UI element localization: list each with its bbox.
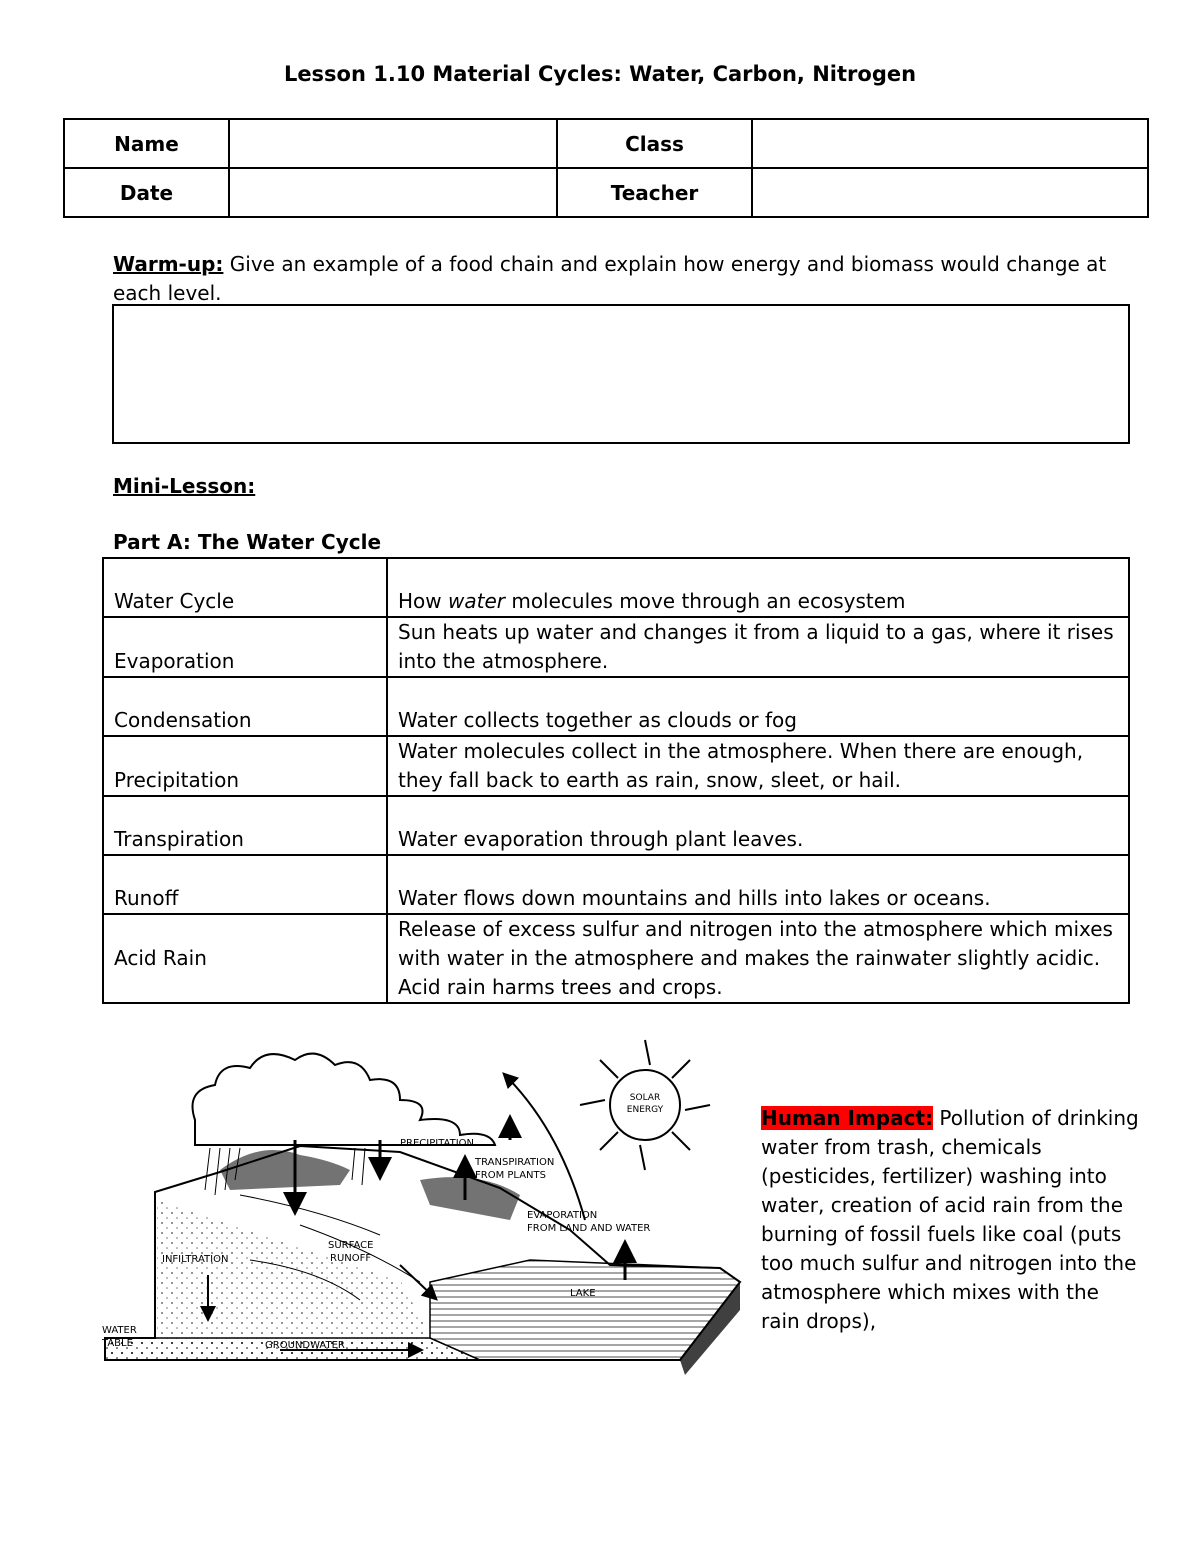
definition-cell: Sun heats up water and changes it from a liquid to a gas, where it rises into the atmosphere. <box>387 617 1129 677</box>
definition-cell: Release of excess sulfur and nitrogen into the atmosphere which mixes with water in the atmosphere and makes the rainwater slightly acidic. Acid rain harms trees and crops. <box>387 914 1129 1003</box>
groundwater-label: GROUNDWATER <box>265 1340 345 1351</box>
definition-cell: How water molecules move through an ecosystem <box>387 558 1129 617</box>
term-cell: Water Cycle <box>103 558 387 617</box>
evaporation-label: EVAPORATION <box>527 1210 598 1221</box>
term-cell: Evaporation <box>103 617 387 677</box>
table-row <box>103 736 1129 796</box>
water-label: WATER <box>102 1325 137 1336</box>
warmup-text: Give an example of a food chain and explain how energy and biomass would change at each level. <box>113 252 1107 305</box>
table-row <box>103 558 1129 617</box>
human-impact-text: Pollution of drinking water from trash, chemicals (pesticides, fertilizer) washing into water, creation of acid rain from the burning of fossil fuels like coal (puts too much sulfur and nitrogen into the atmosphere which mixes with the rain drops), <box>761 1106 1139 1333</box>
teacher-label: Teacher <box>557 168 752 217</box>
from-plants-label: FROM PLANTS <box>475 1170 546 1181</box>
term-cell: Precipitation <box>103 736 387 796</box>
human-impact-note <box>761 1104 1141 1336</box>
table-row <box>103 914 1129 1003</box>
name-field[interactable] <box>229 119 557 168</box>
cloud <box>193 1054 496 1145</box>
warmup-prompt <box>113 250 1123 308</box>
table-row <box>103 855 1129 914</box>
term-cell: Runoff <box>103 855 387 914</box>
infiltration-label: INFILTRATION <box>162 1254 229 1265</box>
class-field[interactable] <box>752 119 1148 168</box>
definition-cell: Water molecules collect in the atmosphere. When there are enough, they fall back to earth as rain, snow, sleet, or hail. <box>387 736 1129 796</box>
lake-label: LAKE <box>570 1288 596 1299</box>
teacher-field[interactable] <box>752 168 1148 217</box>
mini-lesson-heading: Mini-Lesson: <box>113 474 256 498</box>
transpiration-label: TRANSPIRATION <box>475 1157 555 1168</box>
student-info-table <box>63 118 1149 218</box>
page-title: Lesson 1.10 Material Cycles: Water, Carbon, Nitrogen <box>283 62 917 86</box>
term-cell: Condensation <box>103 677 387 736</box>
warmup-answer-box[interactable] <box>112 304 1130 444</box>
human-impact-label: Human Impact: <box>761 1106 934 1130</box>
precipitation-label: PRECIPITATION <box>400 1138 475 1149</box>
term-cell: Acid Rain <box>103 914 387 1003</box>
from-land-water-label: FROM LAND AND WATER <box>527 1223 651 1234</box>
date-label: Date <box>64 168 229 217</box>
part-a-heading: Part A: The Water Cycle <box>113 530 382 554</box>
water-cycle-diagram <box>100 1020 750 1390</box>
table-label: TABLE <box>102 1338 133 1349</box>
solar-energy-label: ENERGY <box>626 1105 664 1115</box>
definition-cell: Water evaporation through plant leaves. <box>387 796 1129 855</box>
solar-label: SOLAR <box>629 1093 661 1103</box>
date-field[interactable] <box>229 168 557 217</box>
table-row <box>103 796 1129 855</box>
emphasis-water: water <box>448 589 505 613</box>
table-row <box>103 617 1129 677</box>
table-row <box>103 677 1129 736</box>
class-label: Class <box>557 119 752 168</box>
warmup-label: Warm-up: <box>113 252 224 276</box>
term-cell: Transpiration <box>103 796 387 855</box>
runoff-label: RUNOFF <box>330 1253 372 1264</box>
surface-label: SURFACE <box>328 1240 374 1251</box>
definition-cell: Water flows down mountains and hills into lakes or oceans. <box>387 855 1129 914</box>
water-cycle-vocab-table <box>102 557 1130 1004</box>
name-label: Name <box>64 119 229 168</box>
definition-cell: Water collects together as clouds or fog <box>387 677 1129 736</box>
